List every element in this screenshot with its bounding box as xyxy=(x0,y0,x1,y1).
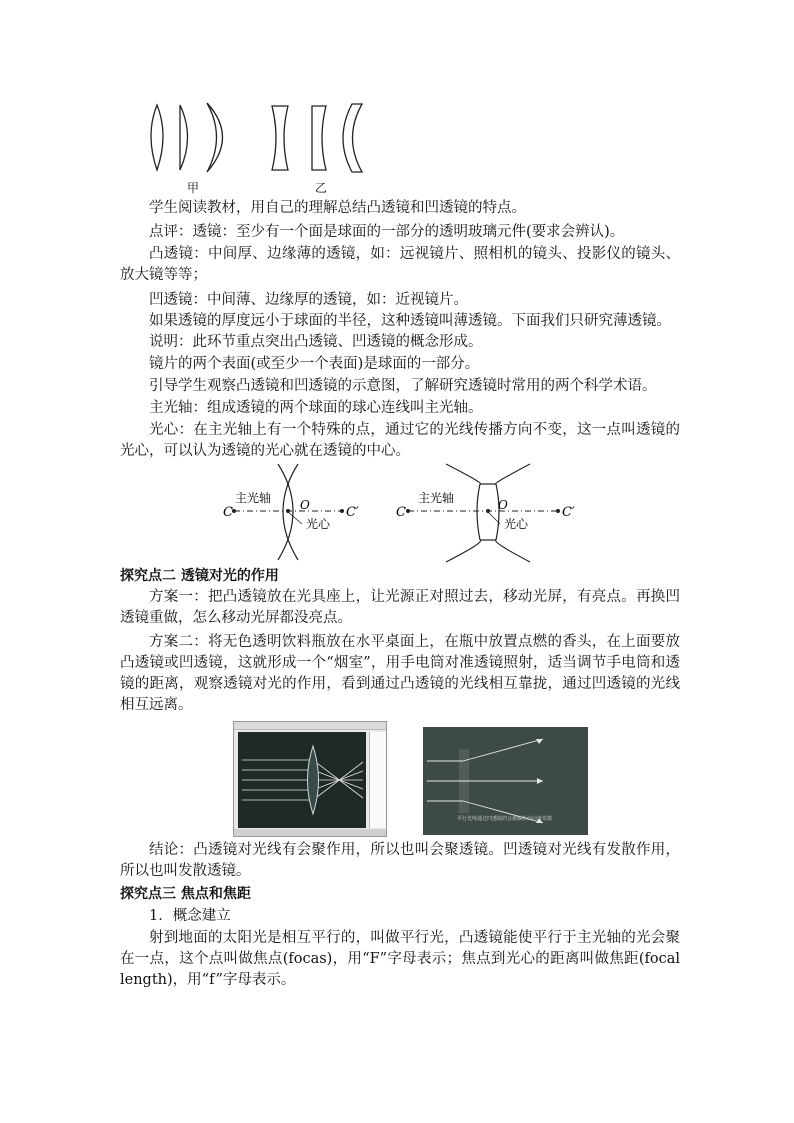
biconcave-lens xyxy=(272,106,288,170)
label-optical-center: 光心 xyxy=(306,517,331,531)
paragraph: 说明：此环节重点突出凸透镜、凹透镜的概念形成。 xyxy=(149,334,483,350)
section-heading: 探究点三 焦点和焦距 xyxy=(120,886,251,902)
paragraph: 光心：在主光轴上有一个特殊的点，通过它的光线传播方向不变，这一点叫透镜的光心，可以认为透镜的光心就在透镜的中心。 xyxy=(120,422,680,459)
paragraph: 引导学生观察凸透镜和凹透镜的示意图，了解研究透镜时常用的两个科学术语。 xyxy=(149,378,657,394)
paragraph: 结论：凸透镜对光线有会聚作用，所以也叫会聚透镜。凹透镜对光线有发散作用，所以也叫发散透镜。 xyxy=(120,842,680,879)
paragraph: 射到地面的太阳光是相互平行的，叫做平行光，凸透镜能使平行于主光轴的光会聚在一点，这个点叫做焦点(focas)，用“F”字母表示；焦点到光心的距离叫做焦距(focal length)，用“f”字母表示。 xyxy=(120,930,680,988)
paragraph: 主光轴：组成透镜的两个球面的球心连线叫主光轴。 xyxy=(149,400,483,416)
sidebar-panel xyxy=(369,732,386,828)
label-c: C xyxy=(396,505,406,520)
label-o: O xyxy=(300,498,310,512)
principal-axis-figure xyxy=(220,462,590,567)
paragraph: 凹透镜：中间薄、边缘厚的透镜，如：近视镜片。 xyxy=(149,292,468,308)
label-jia: 甲 xyxy=(187,181,200,195)
paragraph: 如果透镜的厚度远小于球面的半径，这种透镜叫薄透镜。下面我们只研究薄透镜。 xyxy=(149,313,671,329)
paragraph: 1．概念建立 xyxy=(149,908,231,924)
meniscus-concave-lens xyxy=(343,104,362,172)
label-c: C xyxy=(223,505,233,520)
label-optical-center: 光心 xyxy=(504,517,529,531)
concave-lens-screenshot xyxy=(423,727,588,835)
paragraph: 学生阅读教材，用自己的理解总结凸透镜和凹透镜的特点。 xyxy=(149,200,526,216)
label-axis: 主光轴 xyxy=(418,491,455,505)
simulation-caption: 平行光线通过凹透镜的会被偏折而向外发散 xyxy=(457,816,553,822)
status-bar xyxy=(234,829,386,836)
label-yi: 乙 xyxy=(315,181,328,195)
concave-axis-diagram xyxy=(396,464,575,562)
biconvex-lens xyxy=(151,105,163,170)
meniscus-convex-lens xyxy=(207,103,223,172)
label-c-prime: C′ xyxy=(346,505,359,520)
lens-shapes-figure xyxy=(140,100,380,195)
convex-simulation xyxy=(238,732,366,828)
paragraph: 方案二：将无色透明饮料瓶放在水平桌面上，在瓶中放置点燃的香头，在上面要放凸透镜或凹透镜，这就形成一个“烟室”，用手电筒对准透镜照射，适当调节手电筒和透镜的距离，观察透镜对光的作用，看到通过凸透镜的光线相互靠拢，通过凹透镜的光线相互远离。 xyxy=(120,634,680,713)
label-o: O xyxy=(498,498,508,512)
paragraph: 镜片的两个表面(或至少一个表面)是球面的一部分。 xyxy=(149,356,480,372)
paragraph: 点评：透镜：至少有一个面是球面的一部分的透明玻璃元件(要求会辨认)。 xyxy=(149,224,625,240)
window-titlebar xyxy=(234,722,386,730)
label-axis: 主光轴 xyxy=(235,491,272,505)
convex-axis-diagram xyxy=(223,464,359,560)
label-c-prime: C′ xyxy=(562,505,575,520)
plano-concave-lens xyxy=(312,106,326,170)
convex-lens-screenshot xyxy=(233,721,387,837)
paragraph: 凸透镜：中间厚、边缘薄的透镜，如：远视镜片、照相机的镜头、投影仪的镜头、放大镜等等； xyxy=(120,246,680,283)
paragraph: 方案一：把凸透镜放在光具座上，让光源正对照过去，移动光屏，有亮点。再换凹透镜重做，怎么移动光屏都没亮点。 xyxy=(120,589,680,626)
section-heading: 探究点二 透镜对光的作用 xyxy=(120,568,279,584)
plano-convex-lens xyxy=(180,105,188,170)
